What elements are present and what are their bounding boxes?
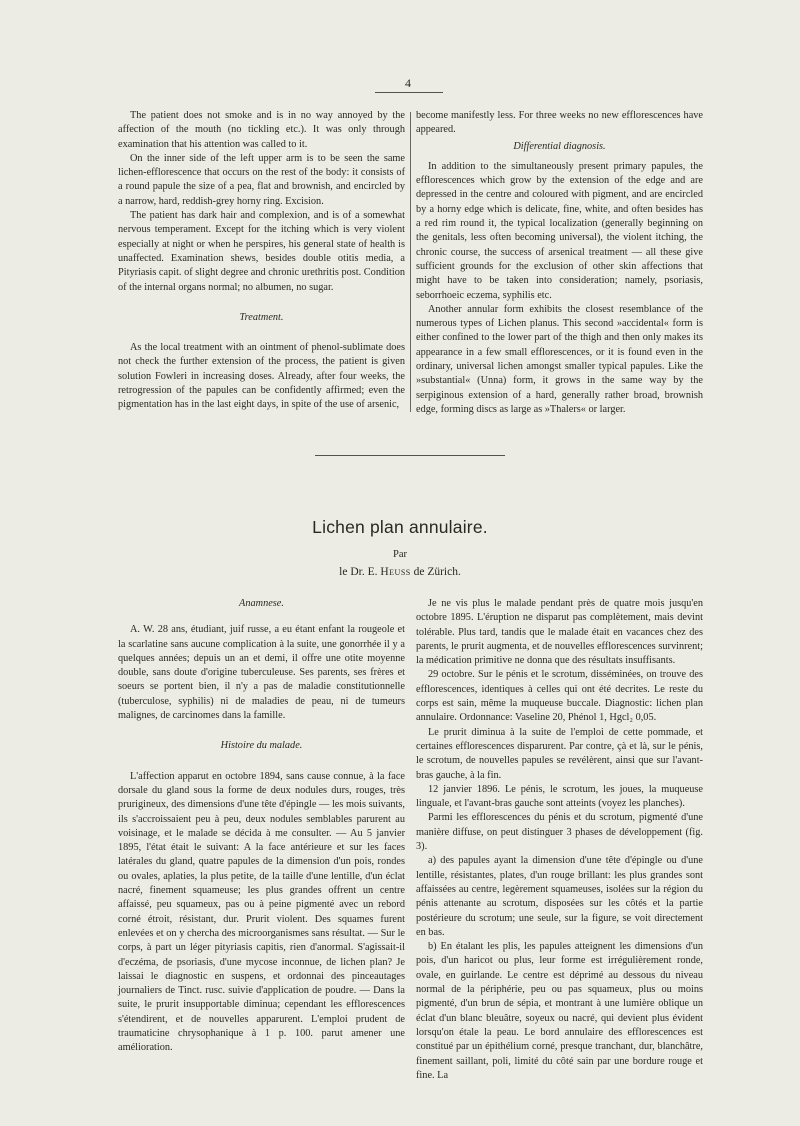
author-suffix: de Zürich. [413, 566, 461, 578]
article-title: Lichen plan annulaire. [312, 517, 488, 537]
paragraph: The patient has dark hair and complexion, and is of a somewhat nervous temperament. Except for the itching which is very violent especially at night or when he perspires, his general state of health is unaffected. Examination shews, besides double otitis media, a Pityriasis capit. of slight degree and chronic urethritis post. Condition of the internal organs normal; no albumen, no sugar. [118, 210, 405, 293]
paragraph: Another annular form exhibits the closest resemblance of the numerous types of Lichen planus. This second »accidental« form is either confined to the lower part of the thigh and then only makes its appearance in a few small efflorescences, or it is found even in the ordinary, universal lichen amongst smaller typical papules. Like the »substantial« (Unna) form, it grows in the same way by the serpiginous extension of a hard, generally rather broad, brownish edge, forming discs as large as »Thalers« or larger. [416, 303, 703, 415]
author-name: Heuss [380, 566, 411, 578]
paragraph: Parmi les efflorescences du pénis et du scrotum, pigmenté d'une manière diffuse, on peut distinguer 3 phases de développement (fig. 3). [416, 812, 703, 853]
bottom-right-column [416, 597, 703, 1083]
top-right-column [416, 109, 703, 417]
paragraph: Je ne vis plus le malade pendant près de quatre mois jusqu'en octobre 1895. L'éruption ne disparut pas complètement, mais devint tolérable. Plus tard, tandis que le malade était en vacances chez des parents, le prurit augmenta, et de nouvelles efflorescences survinrent; la médication primitive ne donna que des résultats insuffisants. [416, 598, 703, 667]
page-number: 4 [405, 76, 411, 90]
byline-author [0, 566, 800, 578]
paragraph: Le prurit diminua à la suite de l'emploi de cette pommade, et certaines efflorescences disparurent. Par contre, çà et là, sur le pénis, le scrotum, de nouvelles papules se revélèrent, ainsi que sur l'avant-bras gauche, à la fin. [416, 726, 703, 781]
paragraph: The patient does not smoke and is in no way annoyed by the affection of the mouth (no tickling etc.). It was only through examination that his attention was called to it. [118, 110, 405, 150]
section-heading: Differential diagnosis. [513, 140, 606, 152]
column-divider [410, 112, 411, 412]
author-prefix: le Dr. E. [339, 566, 378, 578]
paragraph: 29 octobre. Sur le pénis et le scrotum, disséminées, on trouve des efflorescences, identiques à celles qui ont été decrites. Le reste du corps est sain, même la muqueuse buccale. Diagnostic: lichen plan annulaire. Ordonnance: Vaseline 20, Phénol 1, Hgcl₂ 0,05. [416, 669, 703, 724]
paragraph: As the local treatment with an ointment of phenol-sublimate does not check the further extension of the process, the patient is given solution Fowleri in increasing doses. Already, after four weeks, the retrogression of the papules can be confidently affirmed; even the pigmentation has in the last eight days, in spite of the use of arsenic, [118, 342, 405, 411]
paragraph: become manifestly less. For three weeks no new efflorescences have appeared. [416, 110, 703, 136]
page-number-rule [375, 92, 443, 93]
section-heading: Histoire du malade. [220, 740, 303, 752]
top-left-column [118, 109, 405, 413]
bottom-left-column [118, 597, 405, 1056]
paragraph: L'affection apparut en octobre 1894, sans cause connue, à la face dorsale du gland sous la forme de deux nodules durs, rouges, très prurigineux, des dimensions d'une tête d'épingle — les mois suivants, ils s'accroissaient peu à peu, deux nodules semblables parurent au voisinage, et le malade se décida à me consulter. — Au 5 janvier 1895, l'état était le suivant: A la face antérieure et sur les faces latérales du gland, quatre papules de la dimension d'un pois, rondes ou ovales, aplaties, la plus petite, de la taille d'une lentille, d'un éclat nacré, finement squameuse; les plus grandes offrent un centre affaissé, peu squameux, pas ou à peine pigmenté avec un rebord corné étroit, résistant, dur. Prurit violent. Des squames furent enlevées et on y chercha des microorganismes sans résultat. — Sur le corps, à part un léger pityriasis capitis, rien d'anormal. S'agissait-il d'eczéma, de psoriasis, d'une mycose inconnue, de lichen plan? Je laissai le diagnostic en suspens, et ordonnai des pinceautages journaliers de Tinct. rusc. suivie d'application de poudre. — Dans la suite, le prurit insupportable diminua; cependant les efflorescences s'étendirent, et de nouvelles apparurent. L'emploi prudent de traumaticine chrysophanique à 1 p. 100. parut amener une amélioration. [118, 770, 405, 1054]
paragraph: On the inner side of the left upper arm is to be seen the same lichen-efflorescence that occurs on the rest of the body: it consists of a round papule the size of a pea, flat and brownish, and encircled by a narrow, hard, reddish-grey horny ring. Excision. [118, 152, 405, 207]
paragraph: b) En étalant les plis, les papules atteignent les dimensions d'un pois, d'un haricot ou plus, leur forme est irrégulièrement ronde, ovale, en guirlande. Le centre est déprimé au dessous du niveau normal de la périphérie, peu ou pas squameux, plus ou moins pigmenté, d'un brun de sépia, et montrant à une lumière oblique un éclat d'un blanc bleuâtre, soyeux ou nacré, qui devient plus évident lorsqu'on étale la peau. Le bord annulaire des efflorescences est constitué par un épithélium corné, presque tranchant, dur, blanchâtre, finement saillant, poli, limité du côté sain par une bordure rouge et fine. La [416, 941, 703, 1081]
paragraph: In addition to the simultaneously present primary papules, the efflorescences which grow by the extension of the edge and are depressed in the centre and coloured with pigment, and are encircled by a horny edge which is delicate, fine, white, and often besides has a red rim round it, the typical localization (generally beginning on the genitals, less often becoming universal), the violent itching, the chronic course, the success of arsenical treatment — all these give sufficient grounds for the exclusion of other skin affections that might have to be taken into consideration; namely, psoriasis, seborrhoeic eczema, syphilis etc. [416, 160, 703, 301]
paragraph: a) des papules ayant la dimension d'une tête d'épingle ou d'une lentille, résistantes, plates, d'un rouge brillant: les plus grandes sont affaissées au centre, legèrement squameuses, isolées sur la région du pénis attenante au scrotum, disposées sur les côtés et la partie postérieure du scrotum; une seule, sur la figure, se voit directement en bas. [416, 855, 703, 938]
paragraph: A. W. 28 ans, étudiant, juif russe, a eu étant enfant la rougeole et la scarlatine sans aucune complication à la suite, une gonorrhée il y a quelques années; depuis un an et demi, il offre une otite moyenne double, sans doute d'origine tuberculeuse. Ses parents, ses frères et soeurs se portent bien, il n'y a pas de maladie constitutionnelle (tuberculose, syphilis) ni de maladies de peau, ni de tumeurs malignes, de carcinomes dans la famille. [118, 624, 405, 722]
byline-by: Par [393, 549, 407, 560]
section-heading: Treatment. [239, 311, 284, 323]
section-divider [315, 455, 505, 456]
section-heading: Anamnese. [239, 598, 284, 609]
paragraph: 12 janvier 1896. Le pénis, le scrotum, les joues, la muqueuse linguale, et l'avant-bras gauche sont atteints (voyez les planches). [416, 783, 703, 810]
